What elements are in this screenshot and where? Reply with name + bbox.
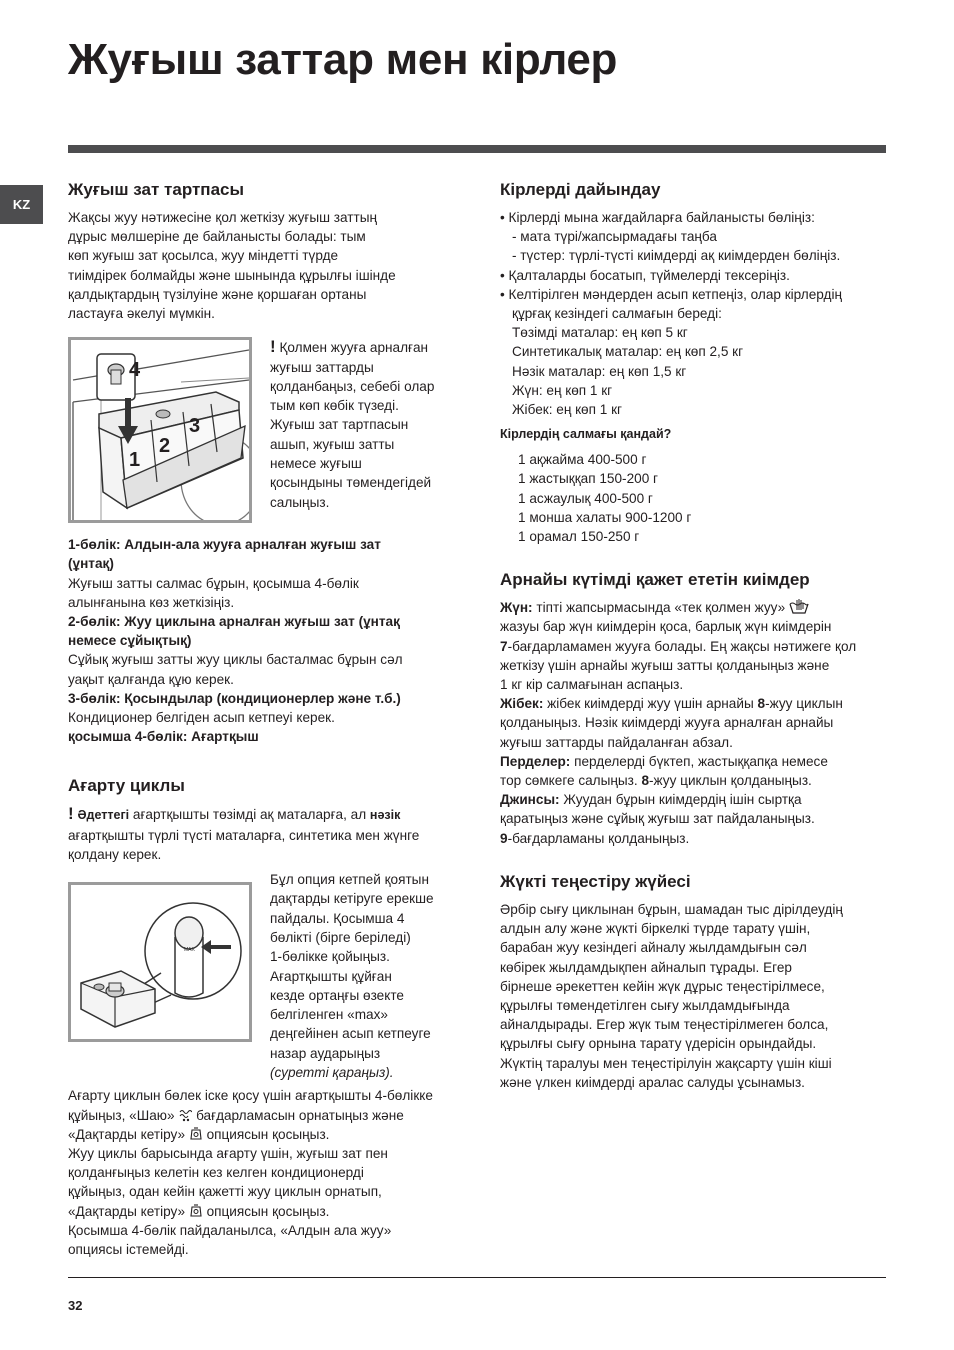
- bleach-instructions: Бұл опция кетпей қоятын дақтарды кетіруге ерекше пайдалы. Қосымша 4 бөлікті (бірге беріледі) 1-бөлікке қойыңыз. Ағартқышты құйған кезде ортаңғы өзекте белгіленген «max» деңгейінен асып кетпеуге назар аударыңыз (суретті қараңыз).: [270, 872, 434, 1081]
- title-rule: [68, 145, 886, 153]
- compartment-label-3: 3: [189, 415, 201, 438]
- compartment-label-4: 4: [129, 359, 141, 382]
- detergent-drawer-heading: Жуғыш зат тартпасы: [68, 180, 245, 199]
- bleach-figure-row: [68, 870, 468, 1082]
- language-tab: KZ: [0, 185, 43, 224]
- left-column: [68, 178, 468, 1259]
- stain-removal-icon: [189, 1204, 203, 1218]
- compartments-list: 1-бөлік: Алдын-ала жууға арналған жуғыш зат (ұнтақ) Жуғыш затты салмас бұрын, қосымша 4-бөлік алынғанына көз жеткізіңіз. 2-бөлік: Жуу циклына арналған жуғыш зат (ұнтақ немесе сұйықтық) Сұйық жуғыш затты жуу циклы басталмас бұрын сәл уақыт қалғанда құю керек. 3-бөлік: Қосындылар (кондиционерлер және т.б.) Кондиционер белгіден асып кетпеуі керек. қосымша 4-бөлік: Ағартқыш: [68, 537, 403, 745]
- hand-wash-icon: [789, 598, 809, 614]
- drawer-figure-row: [68, 337, 468, 523]
- special-care-text: Жүн: тіпті жапсырмасында «тек қолмен жуу» жазуы бар жүн киімдерін қоса, барлық жүн киімдерін 7-бағдарламамен жууға болады. Ең жақсы нәтижеге қол жеткізу үшін арнайы жуғыш затты қолданыңыз және 1 кг кір салмағынан аспаңыз. Жібек: жібек киімдерді жуу үшін арнайы 8-жуу циклын қолданыңыз. Нәзік киімдерді жууға арналған арнайы жуғыш заттарды пайдаланған абзал. Перделер: перделерді бүктеп, жастыққапқа немесе тор сөмкеге салыңыз. 8-жуу циклын қолданыңыз. Джинсы: Жуудан бұрын киімдердің ішін сыртқа қаратыңыз және сұйық жуғыш зат пайдаланыңыз. 9-бағдарламаны қолданыңыз.: [500, 600, 857, 846]
- page-number: 32: [68, 1298, 83, 1313]
- bleach-heading: Ағарту циклы: [68, 776, 185, 796]
- compartment-label-1: 1: [129, 449, 141, 472]
- special-care-heading: Арнайы күтімді қажет ететін киімдер: [500, 570, 810, 590]
- bleach-usage: Ағарту циклын бөлек іске қосу үшін ағартқышты 4-бөлікке құйыңыз, «Шаю» бағдарламасын орнатыңыз және «Дақтарды кетіру» опциясын қосыңыз. Жуу циклы барысында ағарту үшін, жуғыш зат пен қолданғыңыз келетін кез келген кондиционерді құйыңыз, одан кейін қажетті жуу циклын орнатып, «Дақтарды кетіру» опциясын қосыңыз. Қосымша 4-бөлік пайдаланылса, «Алдын ала жуу» опциясы істемейді.: [68, 1088, 433, 1257]
- drawer-illustration: [68, 337, 252, 523]
- rinse-icon: [178, 1108, 192, 1122]
- prep-list: • Кірлерді мына жағдайларға байланысты бөліңіз: - мата түрі/жапсырмадағы таңба - түстер: түрлі-түсті киімдерді ақ киімдерден бөліңіз. • Қалталарды босатып, түймелерді тексеріңіз. • Келтірілген мәндерден асып кетпеңіз, олар кірлердің құрғақ кезіндегі салмағын береді: Төзімді маталар: ең көп 5 кг Синтетикалық маталар: ең көп 2,5 кг Нәзік маталар: ең көп 1,5 кг Жүн: ең көп 1 кг Жібек: ең көп 1 кг: [500, 210, 842, 418]
- drawer-drawing: [71, 340, 249, 520]
- warning-icon: !: [270, 337, 276, 357]
- bleach-note: ! Әдеттегі ағартқышты төзімді ақ маталарға, ал нәзік ағартқышты түрлі түсті маталарға, синтетика мен жүнге қолдану керек.: [68, 804, 420, 862]
- weights-list: 1 ақжайма 400-500 г 1 жастыққап 150-200 г 1 асжаулық 400-500 г 1 монша халаты 900-1200 г 1 орамал 150-250 г: [518, 452, 692, 545]
- warning-icon: !: [68, 804, 74, 824]
- balance-text: Әрбір сығу циклынан бұрын, шамадан тыс дірілдеудің алдын алу және жүкті біркелкі түрде тарату үшін, барабан жуу кезіндегі айналу жылдамдығын сәл көбірек жылдамдықпен айналып тұрады. Егер бірнеше әрекеттен кейін жүк дұрыс теңестірілмесе, құрылғы төмендетілген сығу жылдамдығында айналдырады. Егер жүк тым теңестірілмеген болса, құрылғы сығу орнына тарату үдерісін орындайды. Жүктің таралуы мен теңестірілуін жақсарту үшін кіші және үлкен киімдерді аралас салуды ұсынамыз.: [500, 901, 843, 1090]
- right-column: [500, 178, 900, 1092]
- page-title: Жуғыш заттар мен кірлер: [68, 35, 618, 84]
- footer-rule: [68, 1277, 886, 1278]
- bleach-illustration: [68, 882, 252, 1042]
- weights-question: Кірлердің салмағы қандай?: [500, 427, 672, 442]
- stain-removal-icon: [189, 1127, 203, 1141]
- detergent-intro: Жақсы жуу нәтижесіне қол жеткізу жуғыш заттың дұрыс мөлшеріне де байланысты болады: тым көп жуғыш зат қосылса, жуу міндетті түрде тиімдірек болмайды және шынында құрылғы ішінде қалдықтардың түзілуіне және қоршаған ортаны ластауға әкелуі мүмкін.: [68, 210, 396, 322]
- compartment-label-2: 2: [159, 435, 171, 458]
- prep-heading: Кірлерді дайындау: [500, 180, 661, 199]
- handwash-warning: ! Қолмен жууға арналған жуғыш заттарды қолданбаңыз, себебі олар тым көп көбік түзеді. Жуғыш зат тартпасын ашып, жуғыш затты немесе жуғыш қосындыны төмендегідей салыңыз.: [270, 337, 435, 510]
- svg-text:MAX: MAX: [184, 947, 195, 954]
- bleach-container-drawing: [71, 885, 249, 1039]
- balance-heading: Жүкті теңестіру жүйесі: [500, 871, 691, 891]
